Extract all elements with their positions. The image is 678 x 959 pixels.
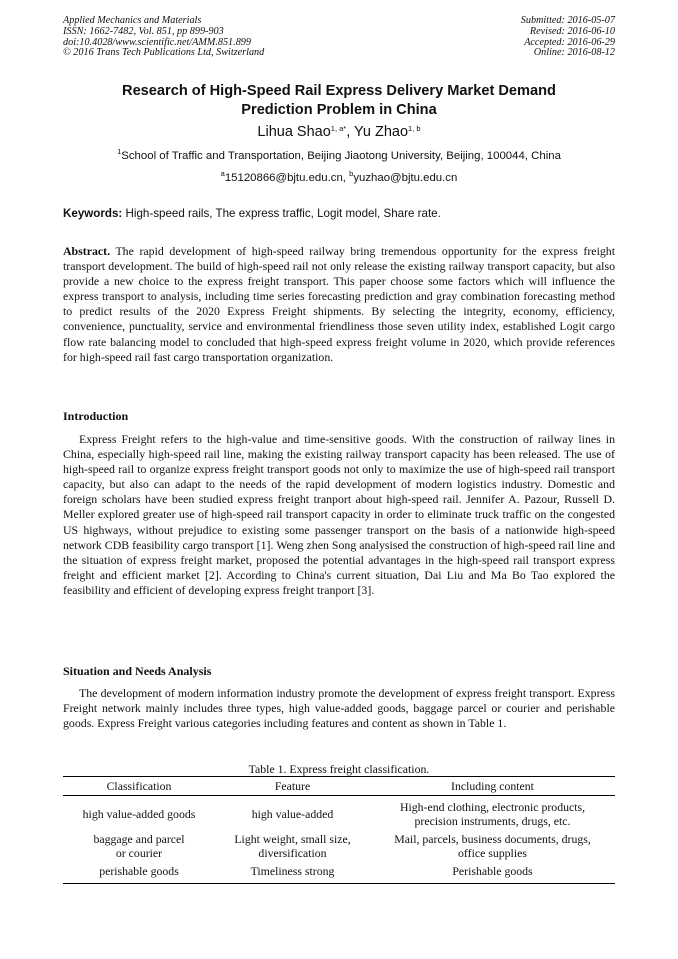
cell-feature: high value-added bbox=[251, 806, 334, 821]
introduction-heading: Introduction bbox=[63, 409, 129, 423]
author-1-marker: 1, a* bbox=[330, 124, 347, 133]
email-b: yuzhao@bjtu.edu.cn bbox=[353, 172, 458, 184]
keywords-text: High-speed rails, The express traffic, Logit model, Share rate. bbox=[122, 207, 441, 220]
doi-line: doi:10.4028/www.scientific.net/AMM.851.899 bbox=[63, 36, 251, 48]
cell-feature: Timeliness strong bbox=[215, 863, 370, 883]
keywords bbox=[63, 207, 615, 220]
issn-line: ISSN: 1662-7482, Vol. 851, pp 899-903 bbox=[63, 25, 224, 37]
situation-text: The development of modern information industry promote the development of express freight transport. Express Freight network mainly includes three types, high value-added goods, baggage parcel or courier and perishable goods. Express Freight various categories including features and content as shown in Table 1. bbox=[63, 686, 615, 731]
author-emails: $^a$15120866@bjtu.edu.cn, $^b$yuzhao@bjtu.edu.cn bbox=[220, 169, 458, 184]
cell-classification: high value-added goods bbox=[82, 806, 196, 821]
copyright-line: © 2016 Trans Tech Publications Ltd, Switzerland bbox=[63, 47, 265, 59]
online-date: Online: 2016-08-12 bbox=[533, 47, 615, 59]
keywords-label: Keywords: bbox=[63, 207, 123, 220]
cell-content: Perishable goods bbox=[370, 863, 615, 883]
author-2-marker: 1, b bbox=[408, 124, 421, 133]
introduction-text: Express Freight refers to the high-value and time-sensitive goods. With the construction of railway lines in China, especially high-speed rail line, making the existing railway transport capacity has been released. The use of high-speed rail to organize express freight transport goods not only to maximize the use of high-speed rail transport capacity, but also can adapt to the needs of the rapid development of modern logistics industry. Domestic and foreign scholars have been studied express freight tranport about high-speed rail. Jennifer A. Pazour, Russell D. Meller explored greater use of high-speed rail transport capacity in order to eliminate truck traffic on the congested US highways, without prejudice to existing some passenger transport on the basis of a nationwide high-speed network CDB feasibility cargo transport [1]. Weng zhen Song analysised the construction of high-speed rail line and the situation of express freight market, proposed the potential advantages in the high-speed rail transport express freight and efficient market [2]. According to China's current situation, Dai Liu and Ma Bo Tao explored the feasibility and efficient of developing express freight tranport [3]. bbox=[63, 432, 615, 597]
col-classification: Classification bbox=[63, 777, 215, 796]
affiliation: $^1$School of Traffic and Transportation, Beijing Jiaotong University, Beijing, 100044, China bbox=[117, 147, 561, 162]
cell-classification: perishable goods bbox=[63, 863, 215, 883]
abstract-text: The rapid development of high-speed railway bring tremendous opportunity for the express freight transport development. The build of high-speed rail not only release the existing railway transport capacity, but also provide a new choice to the express freight transport. This paper choose some factors which will influence the express transport to analysis, including time series forecasting prediction and gray combination forecasting method to predict results of the 2020 Express Freight shipments. By selecting the integrity, economy, efficiency, convenience, punctuality, service and environmental friendliness those seven utility index, established Logit cargo flow rate balancing model to concluded that high-speed express freight volume in 2020, which provide references for high-speed rail fast cargo transportation organization. bbox=[63, 244, 615, 364]
author-2: Yu Zhao bbox=[354, 124, 409, 140]
journal-name: Applied Mechanics and Materials bbox=[63, 15, 202, 26]
submitted-date: Submitted: 2016-05-07 bbox=[520, 15, 615, 26]
abstract bbox=[63, 244, 615, 365]
table-caption: Table 1. Express freight classification. bbox=[248, 762, 430, 776]
submission-dates bbox=[521, 16, 615, 59]
cell-classification: baggage and parcel or courier bbox=[93, 831, 185, 861]
email-a: 15120866@bjtu.edu.cn, bbox=[224, 172, 350, 184]
table-row bbox=[63, 831, 615, 863]
revised-date: Revised: 2016-06-10 bbox=[529, 25, 615, 37]
author-1: Lihua Shao bbox=[257, 124, 331, 140]
journal-info bbox=[63, 16, 264, 59]
situation-heading: Situation and Needs Analysis bbox=[63, 664, 212, 678]
cell-content: Mail, parcels, business documents, drugs, office supplies bbox=[394, 831, 591, 861]
table-row bbox=[63, 795, 615, 831]
table-header-row bbox=[63, 777, 615, 796]
col-including-content: Including content bbox=[370, 777, 615, 796]
cell-feature: Light weight, small size, diversification bbox=[234, 831, 351, 861]
cell-content: High-end clothing, electronic products, precision instruments, drugs, etc. bbox=[399, 799, 586, 829]
abstract-label: Abstract. bbox=[63, 244, 111, 258]
table-row bbox=[63, 863, 615, 883]
col-feature: Feature bbox=[215, 777, 370, 796]
author-list: Lihua Shao$^{1, a*}$, Yu Zhao$^{1, b}$ bbox=[257, 124, 421, 140]
accepted-date: Accepted: 2016-06-29 bbox=[524, 36, 615, 48]
paper-title: Research of High-Speed Rail Express Delivery Market Demand Prediction Problem in China bbox=[122, 83, 556, 118]
classification-table bbox=[63, 776, 615, 884]
